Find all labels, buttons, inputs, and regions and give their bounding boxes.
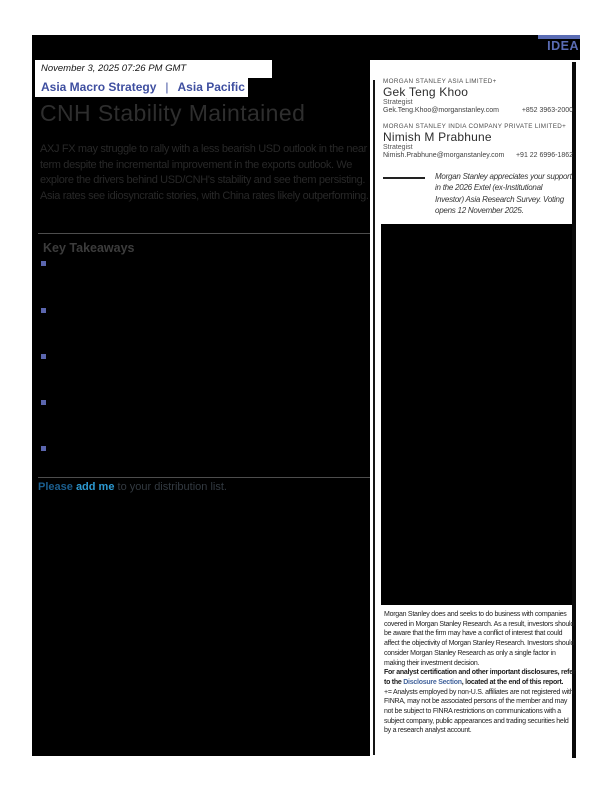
disclosure-bold-post: , located at the end of this report. [461,678,564,686]
disclosure-bold-pre: For analyst certification and other important disclosures, refer to the [384,669,576,686]
analyst1-role: Strategist [383,99,413,106]
disclosure-block [384,610,576,736]
disclosure-paragraph-3: += Analysts employed by non-U.S. affiliates are not registered with FINRA, may not be associated persons of the member and may not be subject to FINRA restrictions on communications with a subject company, public appearances and trading securities held by a research analyst account. [384,688,574,735]
analyst2-name: Nimish M Prabhune [383,130,492,144]
analyst1-name: Gek Teng Khoo [383,85,469,99]
survey-note-rule [383,177,425,179]
survey-note-block [383,171,573,217]
disclosure-paragraph-2 [384,668,576,687]
takeaway-bullet-icon [41,400,46,405]
analyst2-contact-row [383,152,573,159]
takeaway-bullet-icon [41,308,46,313]
disclosure-section-link[interactable]: Disclosure Section [403,678,462,686]
key-takeaways-bottom-rule [38,477,370,478]
report-title: CNH Stability Maintained [40,100,306,126]
add-me-link[interactable]: add me [75,481,115,493]
top-banner [32,35,580,60]
analyst2-email-link[interactable]: Nimish.Prabhune@morganstanley.com [383,152,505,159]
analyst2-role: Strategist [383,144,413,151]
disclosure-paragraph-1: Morgan Stanley does and seeks to do business with companies covered in Morgan Stanley Research. As a result, investors should be aware that the firm may have a conflict of interest that could affect the objectivity of Morgan Stanley Research. Investors should consider Morgan Stanley Research as only a single factor in making their investment decision. [384,611,575,667]
takeaway-bullet-icon [41,261,46,266]
sidebar-redacted-area [381,224,572,605]
analyst1-email-link[interactable]: Gek.Teng.Khoo@morganstanley.com [383,107,499,114]
section-strip [35,77,248,97]
idea-logo [538,35,580,54]
region-title: Asia Pacific [177,80,245,94]
analyst2-firm: MORGAN STANLEY INDIA COMPANY PRIVATE LIMITED+ [383,123,567,130]
analyst2-phone: +91 22 6996-1862 [515,152,573,159]
publication-date: November 3, 2025 07:26 PM GMT [35,60,272,78]
takeaway-bullet-icon [41,446,46,451]
analyst1-phone: +852 3963-2000 [521,107,573,114]
column-divider [373,80,375,755]
key-takeaways-heading: Key Takeaways [43,241,135,255]
section-separator: | [165,80,169,94]
report-summary: AXJ FX may struggle to rally with a less bearish USD outlook in the near term despite the incremental improvement in the exports outlook. We explore the drivers behind USD/CNH's stability and see them persisting. Asia rates see idiosyncratic stories, with China rates likely outperforming. [40,143,369,202]
distribution-list-line [38,481,227,493]
takeaway-bullet-icon [41,354,46,359]
key-takeaways-top-rule [38,233,370,234]
analyst1-contact-row [383,107,573,114]
section-title: Asia Macro Strategy [41,80,157,94]
please-text: Please [38,481,73,493]
distribution-rest-text: to your distribution list. [114,481,227,493]
survey-note-text: Morgan Stanley appreciates your support in the 2026 Extel (ex-Institutional Investor) Asia Research Survey. Voting opens 12 November 2025. [435,172,572,216]
analyst1-firm: MORGAN STANLEY ASIA LIMITED+ [383,78,497,85]
idea-logo-text: IDEA [547,39,579,53]
